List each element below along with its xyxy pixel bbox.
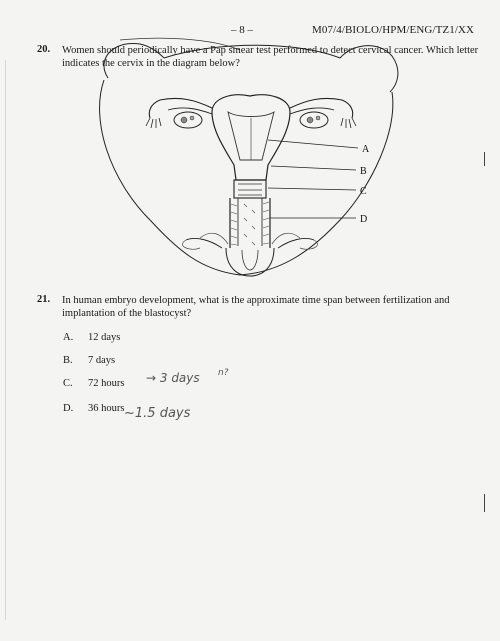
- option-c-text: 72 hours: [88, 378, 125, 389]
- diagram-label-a: A: [362, 144, 370, 155]
- scan-edge: [5, 60, 6, 620]
- question-20-line-1: Women should periodically have a Pap smear test performed to detect cervical cancer. Which letter: [62, 45, 479, 56]
- diagram-label-c: C: [360, 186, 367, 197]
- leader-line-b: [271, 166, 356, 170]
- paper-code: M07/4/BIOLO/HPM/ENG/TZ1/XX: [312, 24, 475, 36]
- doodle-body-outline: [100, 80, 393, 275]
- question-21-number: 21.: [37, 294, 51, 305]
- leader-line-c: [268, 188, 356, 190]
- option-d-letter: D.: [63, 403, 74, 414]
- question-20-line-2: indicates the cervix in the diagram below?: [62, 58, 240, 69]
- option-a-letter: A.: [63, 332, 74, 343]
- handwritten-note-c-extra: n?: [218, 368, 229, 378]
- labia-outline: [226, 248, 274, 276]
- diagram-label-b: B: [360, 166, 367, 177]
- left-ovary: [174, 112, 202, 128]
- vaginal-rugae: [231, 202, 269, 245]
- page-number: – 8 –: [231, 24, 253, 36]
- option-d-text: 36 hours: [88, 403, 125, 414]
- handwritten-note-d: ~1.5 days: [124, 406, 191, 421]
- leader-line-a: [268, 140, 358, 148]
- scan-mark: [484, 494, 485, 512]
- option-b-text: 7 days: [88, 355, 116, 366]
- question-21-line-1: In human embryo development, what is the approximate time span between fertilization and: [62, 295, 450, 306]
- right-fimbriae: [341, 118, 356, 128]
- question-21-line-2: implantation of the blastocyst?: [62, 308, 192, 319]
- question-20-number: 20.: [37, 44, 51, 55]
- option-b-letter: B.: [63, 355, 73, 366]
- scan-mark: [484, 152, 485, 166]
- option-c-letter: C.: [63, 378, 73, 389]
- left-fimbriae: [146, 118, 161, 128]
- handwritten-note-c: → 3 days: [146, 371, 200, 385]
- option-a-text: 12 days: [88, 332, 121, 343]
- right-ovary: [300, 112, 328, 128]
- diagram-label-d: D: [360, 214, 368, 225]
